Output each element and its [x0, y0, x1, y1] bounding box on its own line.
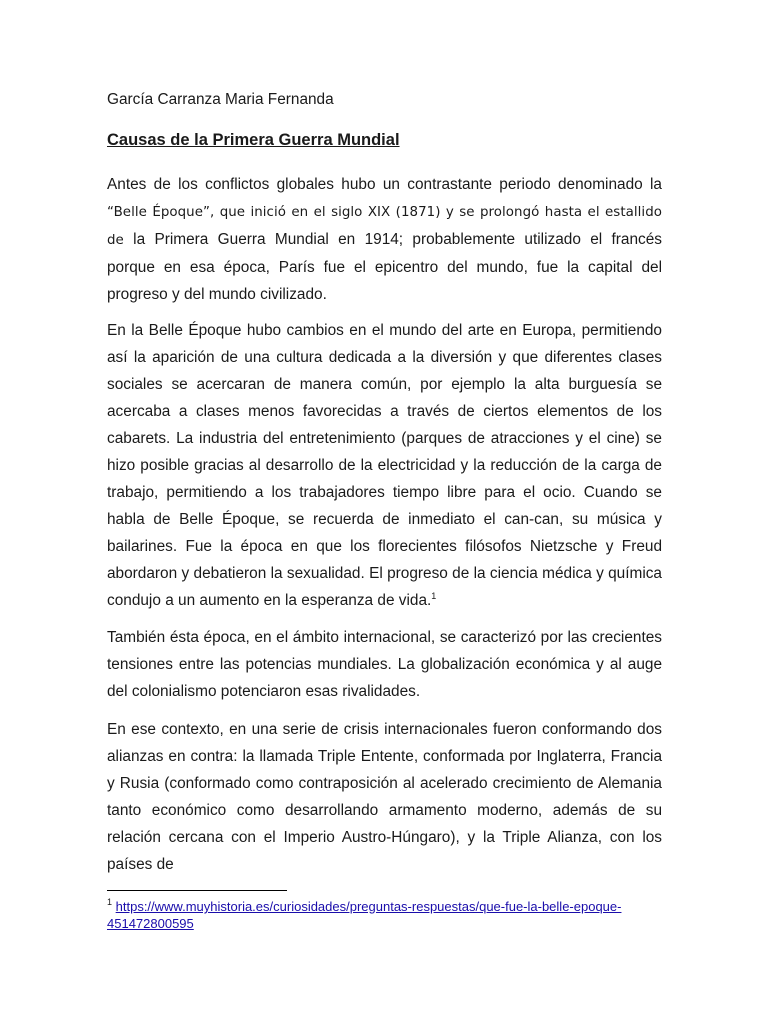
paragraph-3-text: También ésta época, en el ámbito internacional, se caracterizó por las crecientes tensiones entre las potencias mundiales. La globalización económica y al auge del colonialismo potenciaron esas rivalidades.: [107, 629, 662, 700]
footnote: [107, 898, 667, 932]
paragraph-4: [107, 716, 662, 878]
paragraph-1-line-2: “Belle Époque”, que inició en el siglo XIX (1871) y se prolongó hasta el estallido de: [107, 205, 662, 248]
document-title: Causas de la Primera Guerra Mundial: [107, 131, 400, 149]
paragraph-1-line-1: Antes de los conflictos globales hubo un contrastante periodo denominado la: [107, 176, 662, 193]
paragraph-2-text: En la Belle Époque hubo cambios en el mundo del arte en Europa, permitiendo así la aparición de una cultura dedicada a la diversión y que diferentes clases sociales se acercaran de manera común, por ejemplo la alta burguesía se acercaba a clases menos favorecidas a través de ciertos elementos de los cabarets. La industria del entretenimiento (parques de atracciones y el cine) se hizo posible gracias al desarrollo de la electricidad y la reducción de la carga de trabajo, permitiendo a los trabajadores tiempo libre para el ocio. Cuando se habla de Belle Époque, se recuerda de inmediato el can-can, su música y bailarines. Fue la época en que los florecientes filósofos Nietzsche y Freud abordaron y debatieron la sexualidad. El progreso de la ciencia médica y química condujo a un aumento en la esperanza de vida.: [107, 322, 662, 609]
paragraph-4-text: En ese contexto, en una serie de crisis internacionales fueron conformando dos alianzas en contra: la llamada Triple Entente, conformada por Inglaterra, Francia y Rusia (conformado como contraposición al acelerado crecimiento de Alemania tanto económico como desarrollando armamento moderno, además de su relación cercana con el Imperio Austro-Húngaro), y la Triple Alianza, con los países de: [107, 721, 662, 873]
author-name: García Carranza Maria Fernanda: [107, 91, 334, 108]
paragraph-1: [107, 171, 662, 308]
footnote-separator: [107, 890, 287, 891]
paragraph-3: [107, 624, 662, 705]
footnote-number: 1: [107, 897, 113, 907]
footnote-link[interactable]: https://www.muyhistoria.es/curiosidades/preguntas-respuestas/que-fue-la-belle-epoque-451472800595: [107, 899, 622, 931]
paragraph-2: [107, 317, 662, 614]
paragraph-1-rest: la Primera Guerra Mundial en 1914; probablemente utilizado el francés porque en esa época, París fue el epicentro del mundo, fue la capital del progreso y del mundo civilizado.: [107, 231, 662, 303]
footnote-reference[interactable]: 1: [431, 591, 437, 601]
